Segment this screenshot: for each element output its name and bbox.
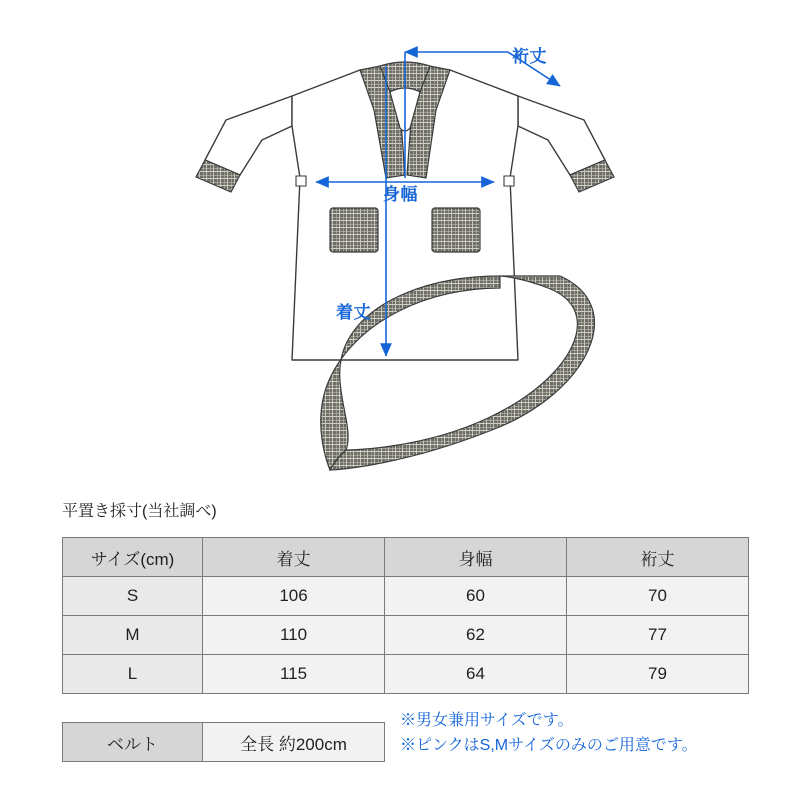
label-body-width: 身幅 (383, 185, 418, 204)
cell-kitake: 106 (203, 577, 385, 616)
table-header-row (63, 538, 749, 577)
belt-row (63, 723, 385, 762)
belt-table (62, 722, 385, 762)
belt-label: ベルト (63, 723, 203, 762)
column-header-size: サイズ(cm) (63, 538, 203, 577)
cell-yukitake: 77 (567, 616, 749, 655)
column-header-yukitake: 裄丈 (567, 538, 749, 577)
cell-yukitake: 70 (567, 577, 749, 616)
cell-mihaba: 62 (385, 616, 567, 655)
row-header-size: M (63, 616, 203, 655)
measurement-caption: 平置き採寸(当社調べ) (62, 503, 217, 520)
cell-mihaba: 64 (385, 655, 567, 694)
cell-yukitake: 79 (567, 655, 749, 694)
note-unisex: ※男女兼用サイズです。 (400, 712, 574, 729)
label-dress-length: 着丈 (336, 303, 371, 322)
label-sleeve-length: 裄丈 (512, 47, 547, 66)
column-header-mihaba: 身幅 (385, 538, 567, 577)
column-header-kitake: 着丈 (203, 538, 385, 577)
cell-kitake: 115 (203, 655, 385, 694)
table-row (63, 655, 749, 694)
cell-kitake: 110 (203, 616, 385, 655)
size-table (62, 537, 749, 694)
note-pink-availability: ※ピンクはS,Mサイズのみのご用意です。 (400, 736, 698, 754)
row-header-size: S (63, 577, 203, 616)
table-row (63, 616, 749, 655)
row-header-size: L (63, 655, 203, 694)
cell-mihaba: 60 (385, 577, 567, 616)
belt-value: 全長 約200cm (203, 723, 385, 762)
notes-block (400, 709, 698, 759)
table-row (63, 577, 749, 616)
